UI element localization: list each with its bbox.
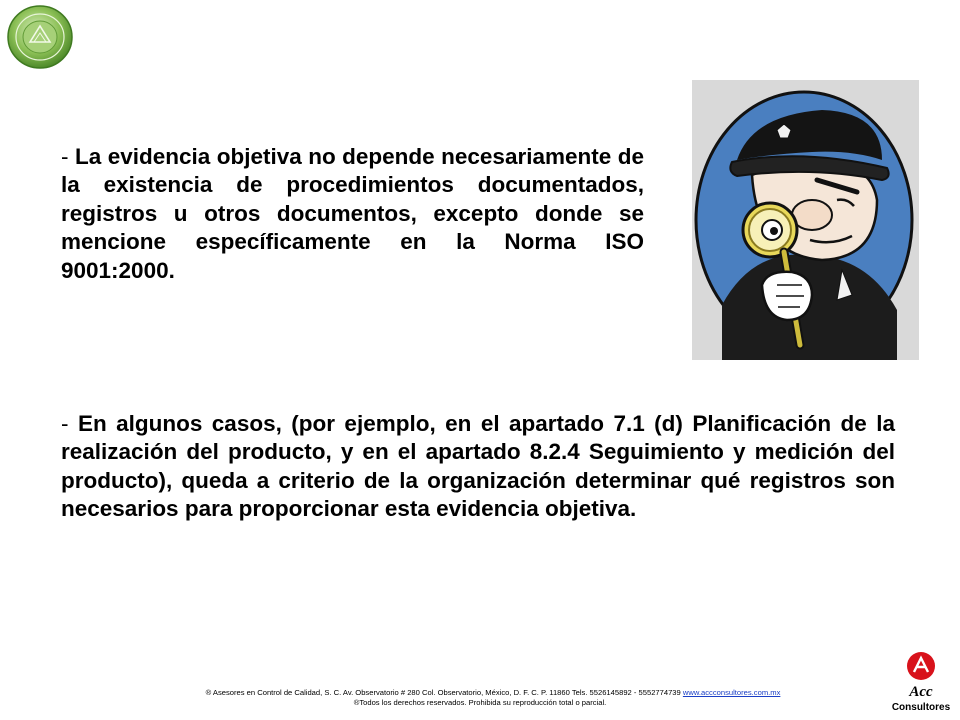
- seal-logo-icon: [5, 2, 75, 72]
- paragraph-text: En algunos casos, (por ejemplo, en el apartado 7.1 (d) Planificación de la realización del producto, y en el apartado 8.2.4 Seguimiento y medición del producto), queda a criterio de la organización determinar qué registros son necesarios para proporcionar esta evidencia objetiva.: [61, 411, 895, 522]
- paragraph-text: La evidencia objetiva no depende necesariamente de la existencia de procedimientos documentados, registros u otros documentos, excepto donde se mencione específicamente en la Norma ISO 9001:2000.: [61, 144, 644, 283]
- footer-website-link[interactable]: www.accconsultores.com.mx: [682, 688, 781, 697]
- bullet-dash: -: [61, 144, 69, 169]
- bullet-dash: -: [61, 411, 69, 436]
- footer-line-1: [0, 688, 960, 698]
- footer-line-2: ®Todos los derechos reservados. Prohibida su reproducción total o parcial.: [353, 698, 607, 707]
- logo-consultores-text: Consultores: [891, 702, 951, 713]
- paragraph-casos: [61, 410, 895, 524]
- footer: [0, 688, 960, 708]
- paragraph-evidencia: [61, 143, 644, 285]
- logo-acc-text: Acc: [909, 684, 933, 700]
- acc-consultores-logo-icon: [888, 650, 954, 716]
- footer-address: ® Asesores en Control de Calidad, S. C. Av. Observatorio # 280 Col. Observatorio, México, D. F. C. P. 11860 Tels. 5526145892 - 5552774739: [205, 688, 681, 697]
- inspector-illustration: [692, 80, 919, 360]
